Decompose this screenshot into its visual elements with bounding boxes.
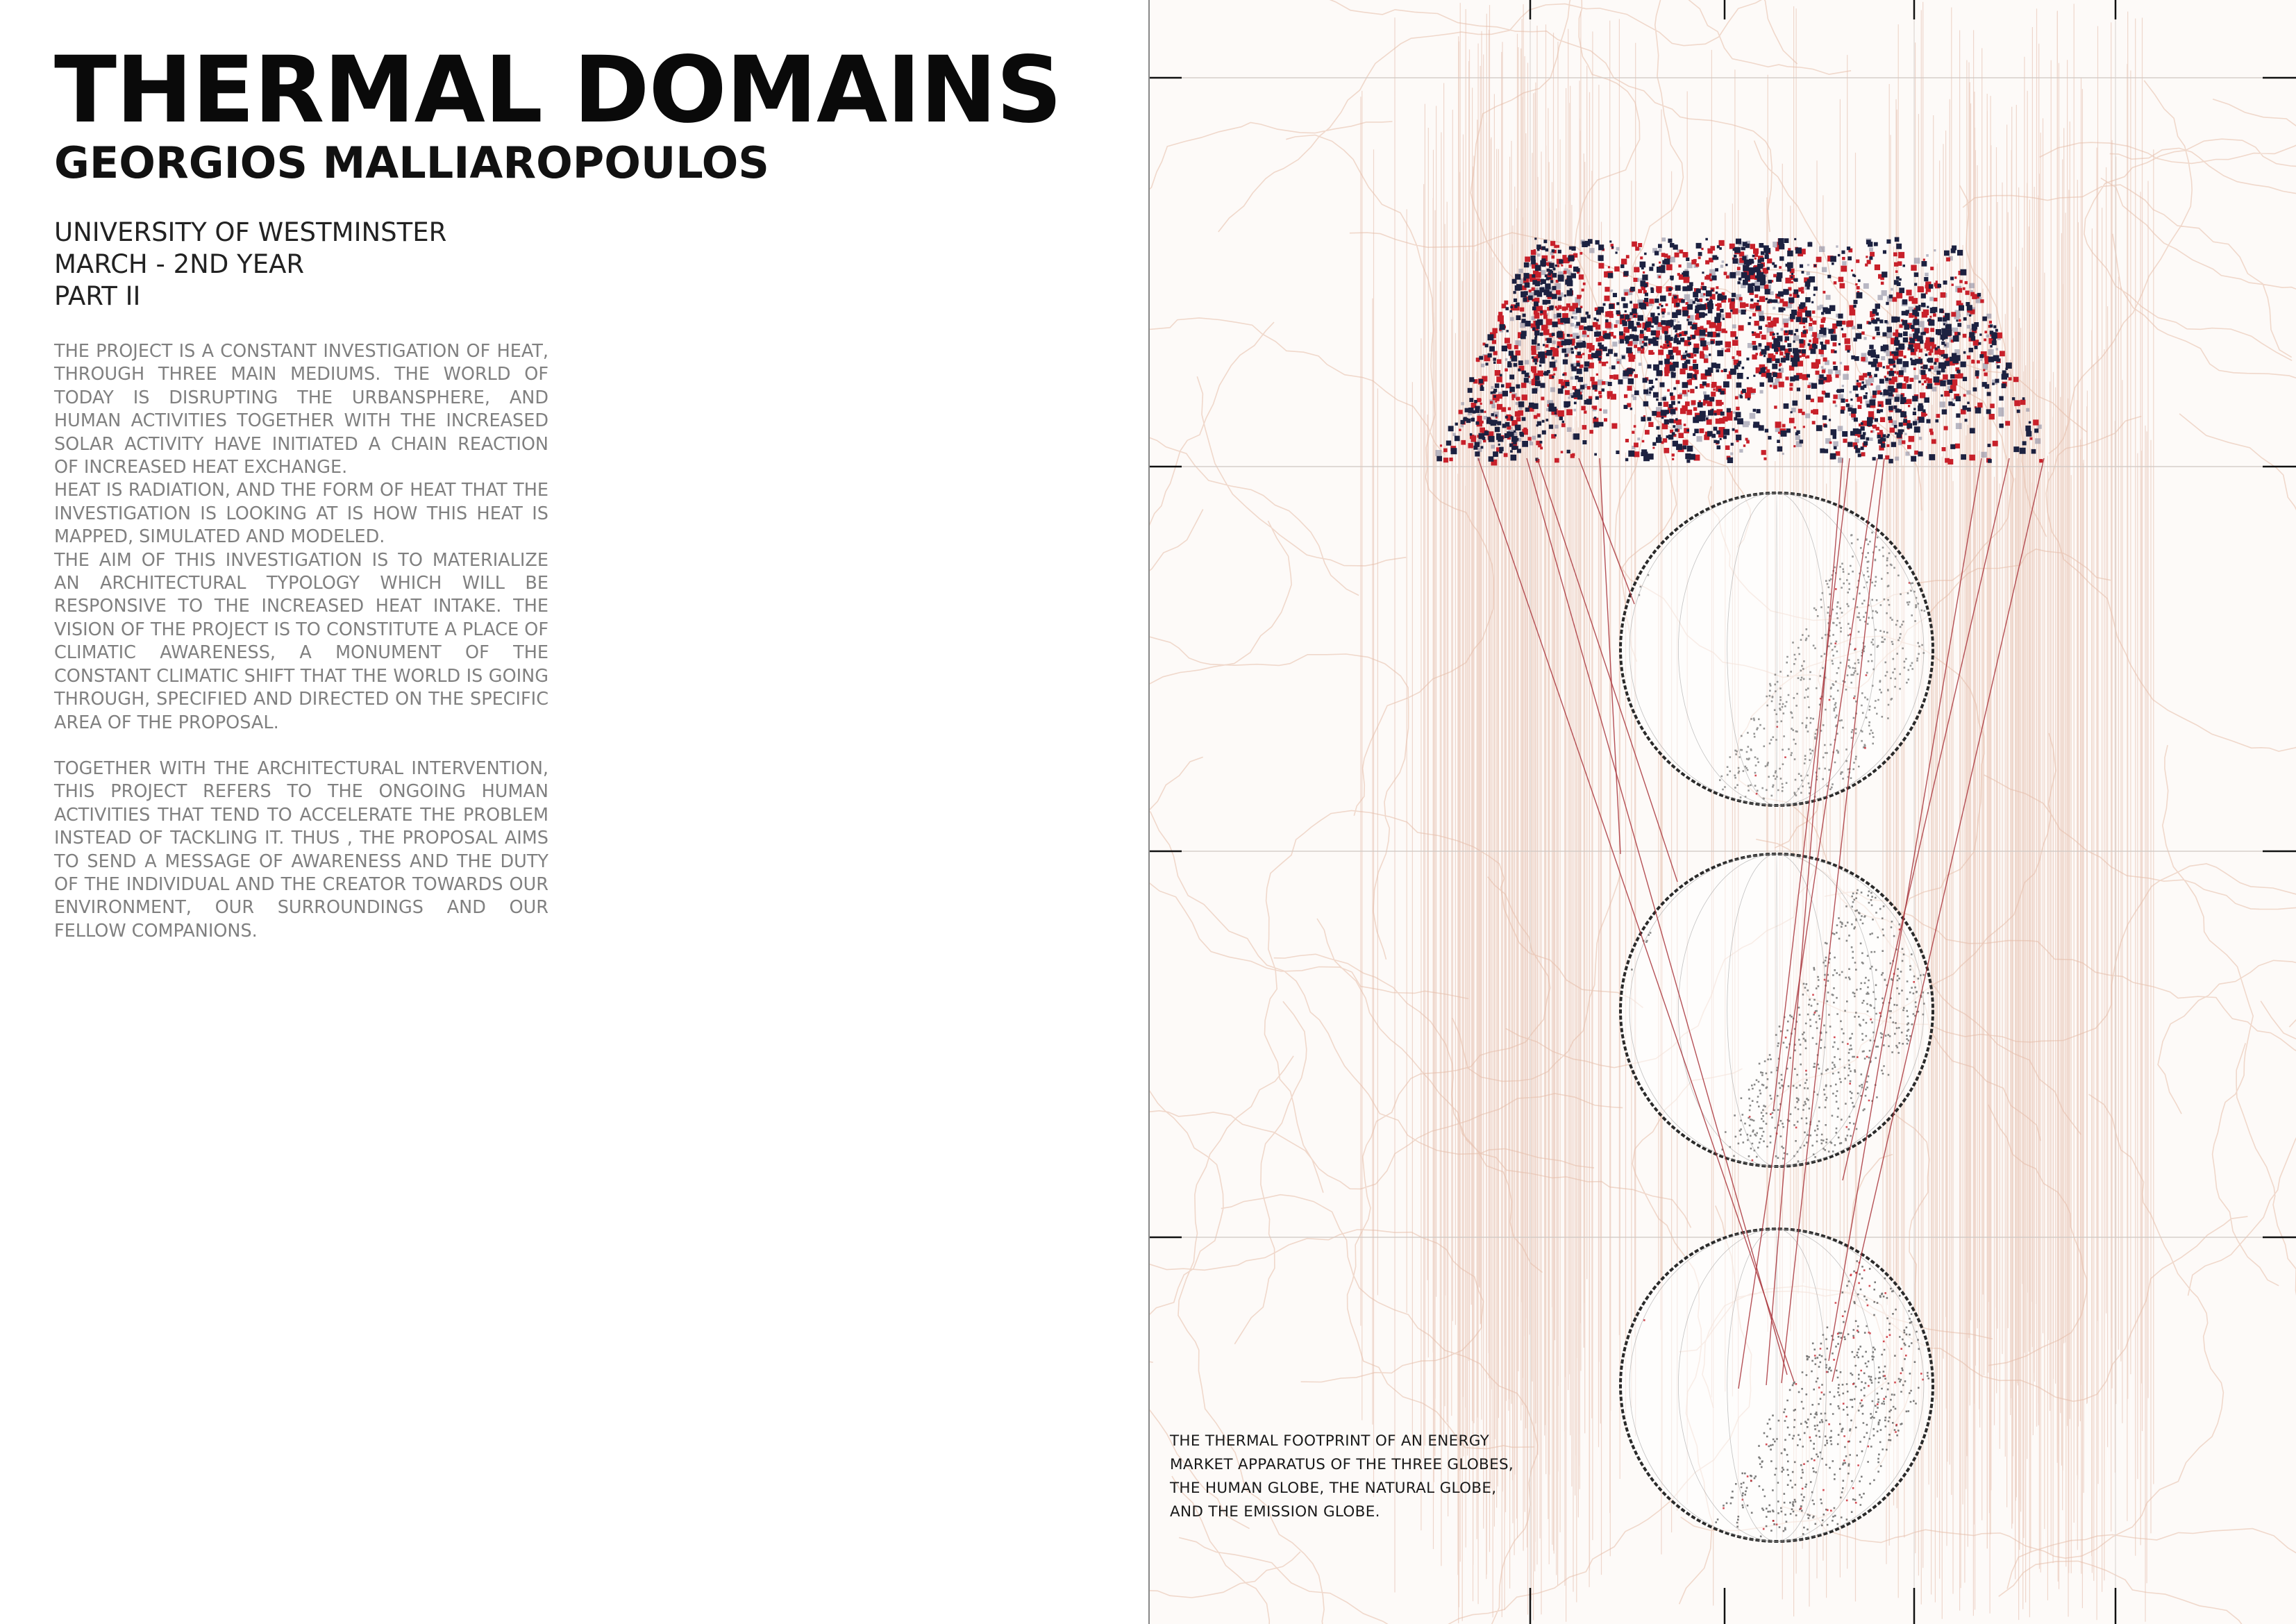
figure-canvas (1148, 0, 2296, 1624)
header-block (54, 37, 1062, 312)
university-name: UNIVERSITY OF WESTMINSTER (54, 217, 447, 247)
course-year: MARCH - 2ND YEAR (54, 249, 305, 279)
globe-outline (1620, 1229, 1933, 1541)
caption-line: MARKET APPARATUS OF THE THREE GLOBES, (1170, 1456, 1514, 1473)
paragraph-aim: THE AIM OF THIS INVESTIGATION IS TO MATERIALIZE AN ARCHITECTURAL TYPOLOGY WHICH WILL BE RESPONSIVE TO THE INCREASED HEAT INTAKE. THE VISION OF THE PROJECT IS TO CONSTITUTE A PLACE OF CLIMATIC AWARENESS, A MONUMENT OF THE CONSTANT CLIMATIC SHIFT THAT THE WORLD IS GOING THROUGH, SPECIFIED AND DIRECTED ON THE SPECIFIC AREA OF THE PROPOSAL. (54, 549, 548, 733)
three-globes-figure (1148, 0, 2296, 1624)
caption-line: AND THE EMISSION GLOBE. (1170, 1503, 1380, 1521)
paragraph-intervention: TOGETHER WITH THE ARCHITECTURAL INTERVENTION, THIS PROJECT REFERS TO THE ONGOING HUMAN ACTIVITIES THAT TEND TO ACCELERATE THE PROBLEM INSTEAD OF TACKLING IT. THUS , THE PROPOSAL AIMS TO SEND A MESSAGE OF AWARENESS AND THE DUTY OF THE INDIVIDUAL AND THE CREATOR TOWARDS OUR ENVIRONMENT, OUR SURROUNDINGS AND OUR FELLOW COMPANIONS. (54, 757, 548, 941)
project-title: THERMAL DOMAINS (54, 37, 1062, 144)
paragraph-radiation: HEAT IS RADIATION, AND THE FORM OF HEAT THAT THE INVESTIGATION IS LOOKING AT IS HOW THIS HEAT IS MAPPED, SIMULATED AND MODELED. (54, 480, 548, 548)
globe-outline (1620, 493, 1933, 805)
author-name: GEORGIOS MALLIAROPOULOS (54, 137, 769, 188)
affiliation-block (54, 217, 1040, 312)
paragraph-intro: THE PROJECT IS A CONSTANT INVESTIGATION OF HEAT, THROUGH THREE MAIN MEDIUMS. THE WORLD OF TODAY IS DISRUPTING THE URBANSPHERE, AND HUMAN ACTIVITIES TOGETHER WITH THE INCREASED SOLAR ACTIVITY HAVE INITIATED A CHAIN REACTION OF INCREASED HEAT EXCHANGE. (54, 341, 548, 478)
project-description (54, 340, 548, 943)
human-globe (1620, 493, 1933, 805)
figure-caption (1170, 1430, 1514, 1524)
course-part: PART II (54, 281, 141, 311)
caption-line: THE THERMAL FOOTPRINT OF AN ENERGY (1170, 1432, 1490, 1450)
caption-line: THE HUMAN GLOBE, THE NATURAL GLOBE, (1170, 1480, 1497, 1497)
emission-globe (1620, 1229, 1933, 1541)
